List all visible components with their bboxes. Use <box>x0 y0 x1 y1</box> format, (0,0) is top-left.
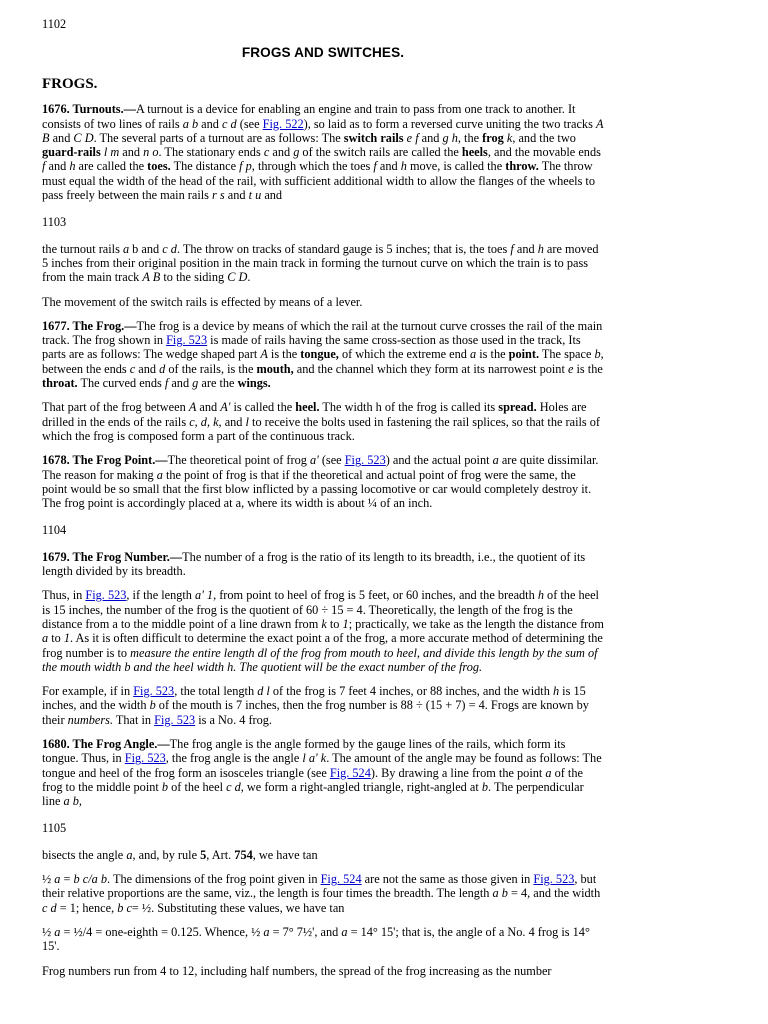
fig-522-link[interactable]: Fig. 522 <box>262 116 304 131</box>
page-title: FROGS AND SWITCHES. <box>241 45 405 61</box>
paragraph-1676-turnouts: 1676. Turnouts.—A turnout is a device for enabling an engine and train to pass from one track to another. It consists of two lines of rails a b and c d (see Fig. 522), so laid as to form a reversed curve uniting the two tracks A B and C D. The several parts of a turnout are as follows: The switch rails e f and g h, the frog k, and the two guard-rails l m and n o. The stationary ends c and g of the switch rails are called the heels, and the movable ends f and h are called the toes. The distance f p, through which the toes f and h move, is called the throw. The throw must equal the width of the head of the rail, with sufficient additional width to allow the flanges of the wheels to pass freely between the main rails r s and t u and <box>42 102 604 203</box>
fig-523-link[interactable]: Fig. 523 <box>124 751 166 766</box>
paragraph-1679-frog-number: 1679. The Frog Number.—The number of a frog is the ratio of its length to its breadth, i.e., the quotient of its length divided by its breadth. <box>42 549 586 579</box>
document-page <box>42 0 604 978</box>
page-break-number: 1103 <box>42 215 67 230</box>
paragraph-frog-number-example: Thus, in Fig. 523, if the length a' 1, from point to heel of frog is 5 feet, or 60 inches, and the breadth h of the heel is 15 inches, the number of the frog is the quotient of 60 ÷ 15 = 4. Theoretically, the length of the frog is the distance from a to the middle point of a line drawn from k to 1; practically, we take as the length the distance from a to 1. As it is often difficult to determine the exact point a of the frog, a more accurate method of determining the frog number is to measure the entire length dl of the frog from mouth to heel, and divide this length by the sum of the mouth width b and the heel width h. The quotient will be the exact number of the frog. <box>42 588 604 674</box>
article-heading: 1676. Turnouts.— <box>42 102 136 117</box>
paragraph-example: For example, if in Fig. 523, the total length d l of the frog is 7 feet 4 inches, or 88 inches, and the width h is 15 inches, and the width b of the mouth is 7 inches, then the frog number is 88 ÷ (15 + 7) = 4. Frogs are known by their numbers. That in Fig. 523 is a No. 4 frog. <box>42 684 589 727</box>
fig-523-link[interactable]: Fig. 523 <box>85 588 127 603</box>
fig-523-link[interactable]: Fig. 523 <box>166 333 208 348</box>
paragraph-heel: That part of the frog between A and A' is called the heel. The width h of the frog is called its spread. Holes are drilled in the ends of the rails c, d, k, and l to receive the bolts used in fastening the rail splices, so that the rails of which the frog is composed form a part of the continuous track. <box>42 400 601 443</box>
paragraph-bisects: bisects the angle a, and, by rule 5, Art. 754, we have tan <box>42 847 318 862</box>
article-heading: 1678. The Frog Point.— <box>42 453 168 468</box>
fig-524-link[interactable]: Fig. 524 <box>329 765 371 780</box>
article-heading: 1680. The Frog Angle.— <box>42 736 170 751</box>
section-heading: FROGS. <box>42 76 98 93</box>
paragraph-frog-numbers: Frog numbers run from 4 to 12, including half numbers, the spread of the frog increasing as the number <box>42 963 552 978</box>
paragraph-1678-frog-point: 1678. The Frog Point.—The theoretical point of frog a' (see Fig. 523) and the actual point a are quite dissimilar. The reason for making a the point of frog is that if the theoretical and actual point of frog were the same, the point would be so small that the first blow inflicted by a passing locomotive or car would completely destroy it. The frog point is accordingly placed at a, where its width is about ¼ of an inch. <box>42 453 599 511</box>
paragraph-1680-frog-angle: 1680. The Frog Angle.—The frog angle is the angle formed by the gauge lines of the rails, which form its tongue. Thus, in Fig. 523, the frog angle is the angle l a' k. The amount of the angle may be found as follows: The tongue and heel of the frog form an isosceles triangle (see Fig. 524). By drawing a line from the point a of the frog to the middle point b of the heel c d, we form a right-angled triangle, right-angled at b. The perpendicular line a b, <box>42 736 602 809</box>
fig-524-link[interactable]: Fig. 524 <box>320 872 362 887</box>
fig-523-link[interactable]: Fig. 523 <box>344 453 386 468</box>
fig-523-link[interactable]: Fig. 523 <box>533 872 575 887</box>
fig-523-link[interactable]: Fig. 523 <box>133 684 175 699</box>
page-break-number: 1105 <box>42 821 67 836</box>
page-number: 1102 <box>42 17 67 31</box>
article-heading: 1677. The Frog.— <box>42 318 137 333</box>
paragraph-half-angle: ½ a = b c/a b. The dimensions of the frog point given in Fig. 524 are not the same as those given in Fig. 523, but their relative proportions are the same, viz., the length is four times the breadth. The length a b = 4, and the width c d = 1; hence, b c= ½. Substituting these values, we have tan <box>42 872 601 915</box>
paragraph-lever: The movement of the switch rails is effected by means of a lever. <box>42 294 363 309</box>
page-break-number: 1104 <box>42 523 67 538</box>
paragraph-angle-result: ½ a = ½/4 = one-eighth = 0.125. Whence, ½ a = 7° 7½', and a = 14° 15'; that is, the angle of a No. 4 frog is 14° 15'. <box>42 924 590 954</box>
article-heading: 1679. The Frog Number.— <box>42 549 183 564</box>
paragraph-1677-frog: 1677. The Frog.—The frog is a device by means of which the rail at the turnout curve crosses the rail of the main track. The frog shown in Fig. 523 is made of rails having the same cross-section as those used in the track, Its parts are as follows: The wedge shaped part A is the tongue, of which the extreme end a is the point. The space b, between the ends c and d of the rails, is the mouth, and the channel which they form at its narrowest point e is the throat. The curved ends f and g are the wings. <box>42 318 604 391</box>
paragraph-throw: the turnout rails a b and c d. The throw on tracks of standard gauge is 5 inches; that is, the toes f and h are moved 5 inches from their original position in the main track in forming the turnout curve on which the train is to pass from the main track A B to the siding C D. <box>42 241 599 285</box>
fig-523-link[interactable]: Fig. 523 <box>154 712 196 727</box>
